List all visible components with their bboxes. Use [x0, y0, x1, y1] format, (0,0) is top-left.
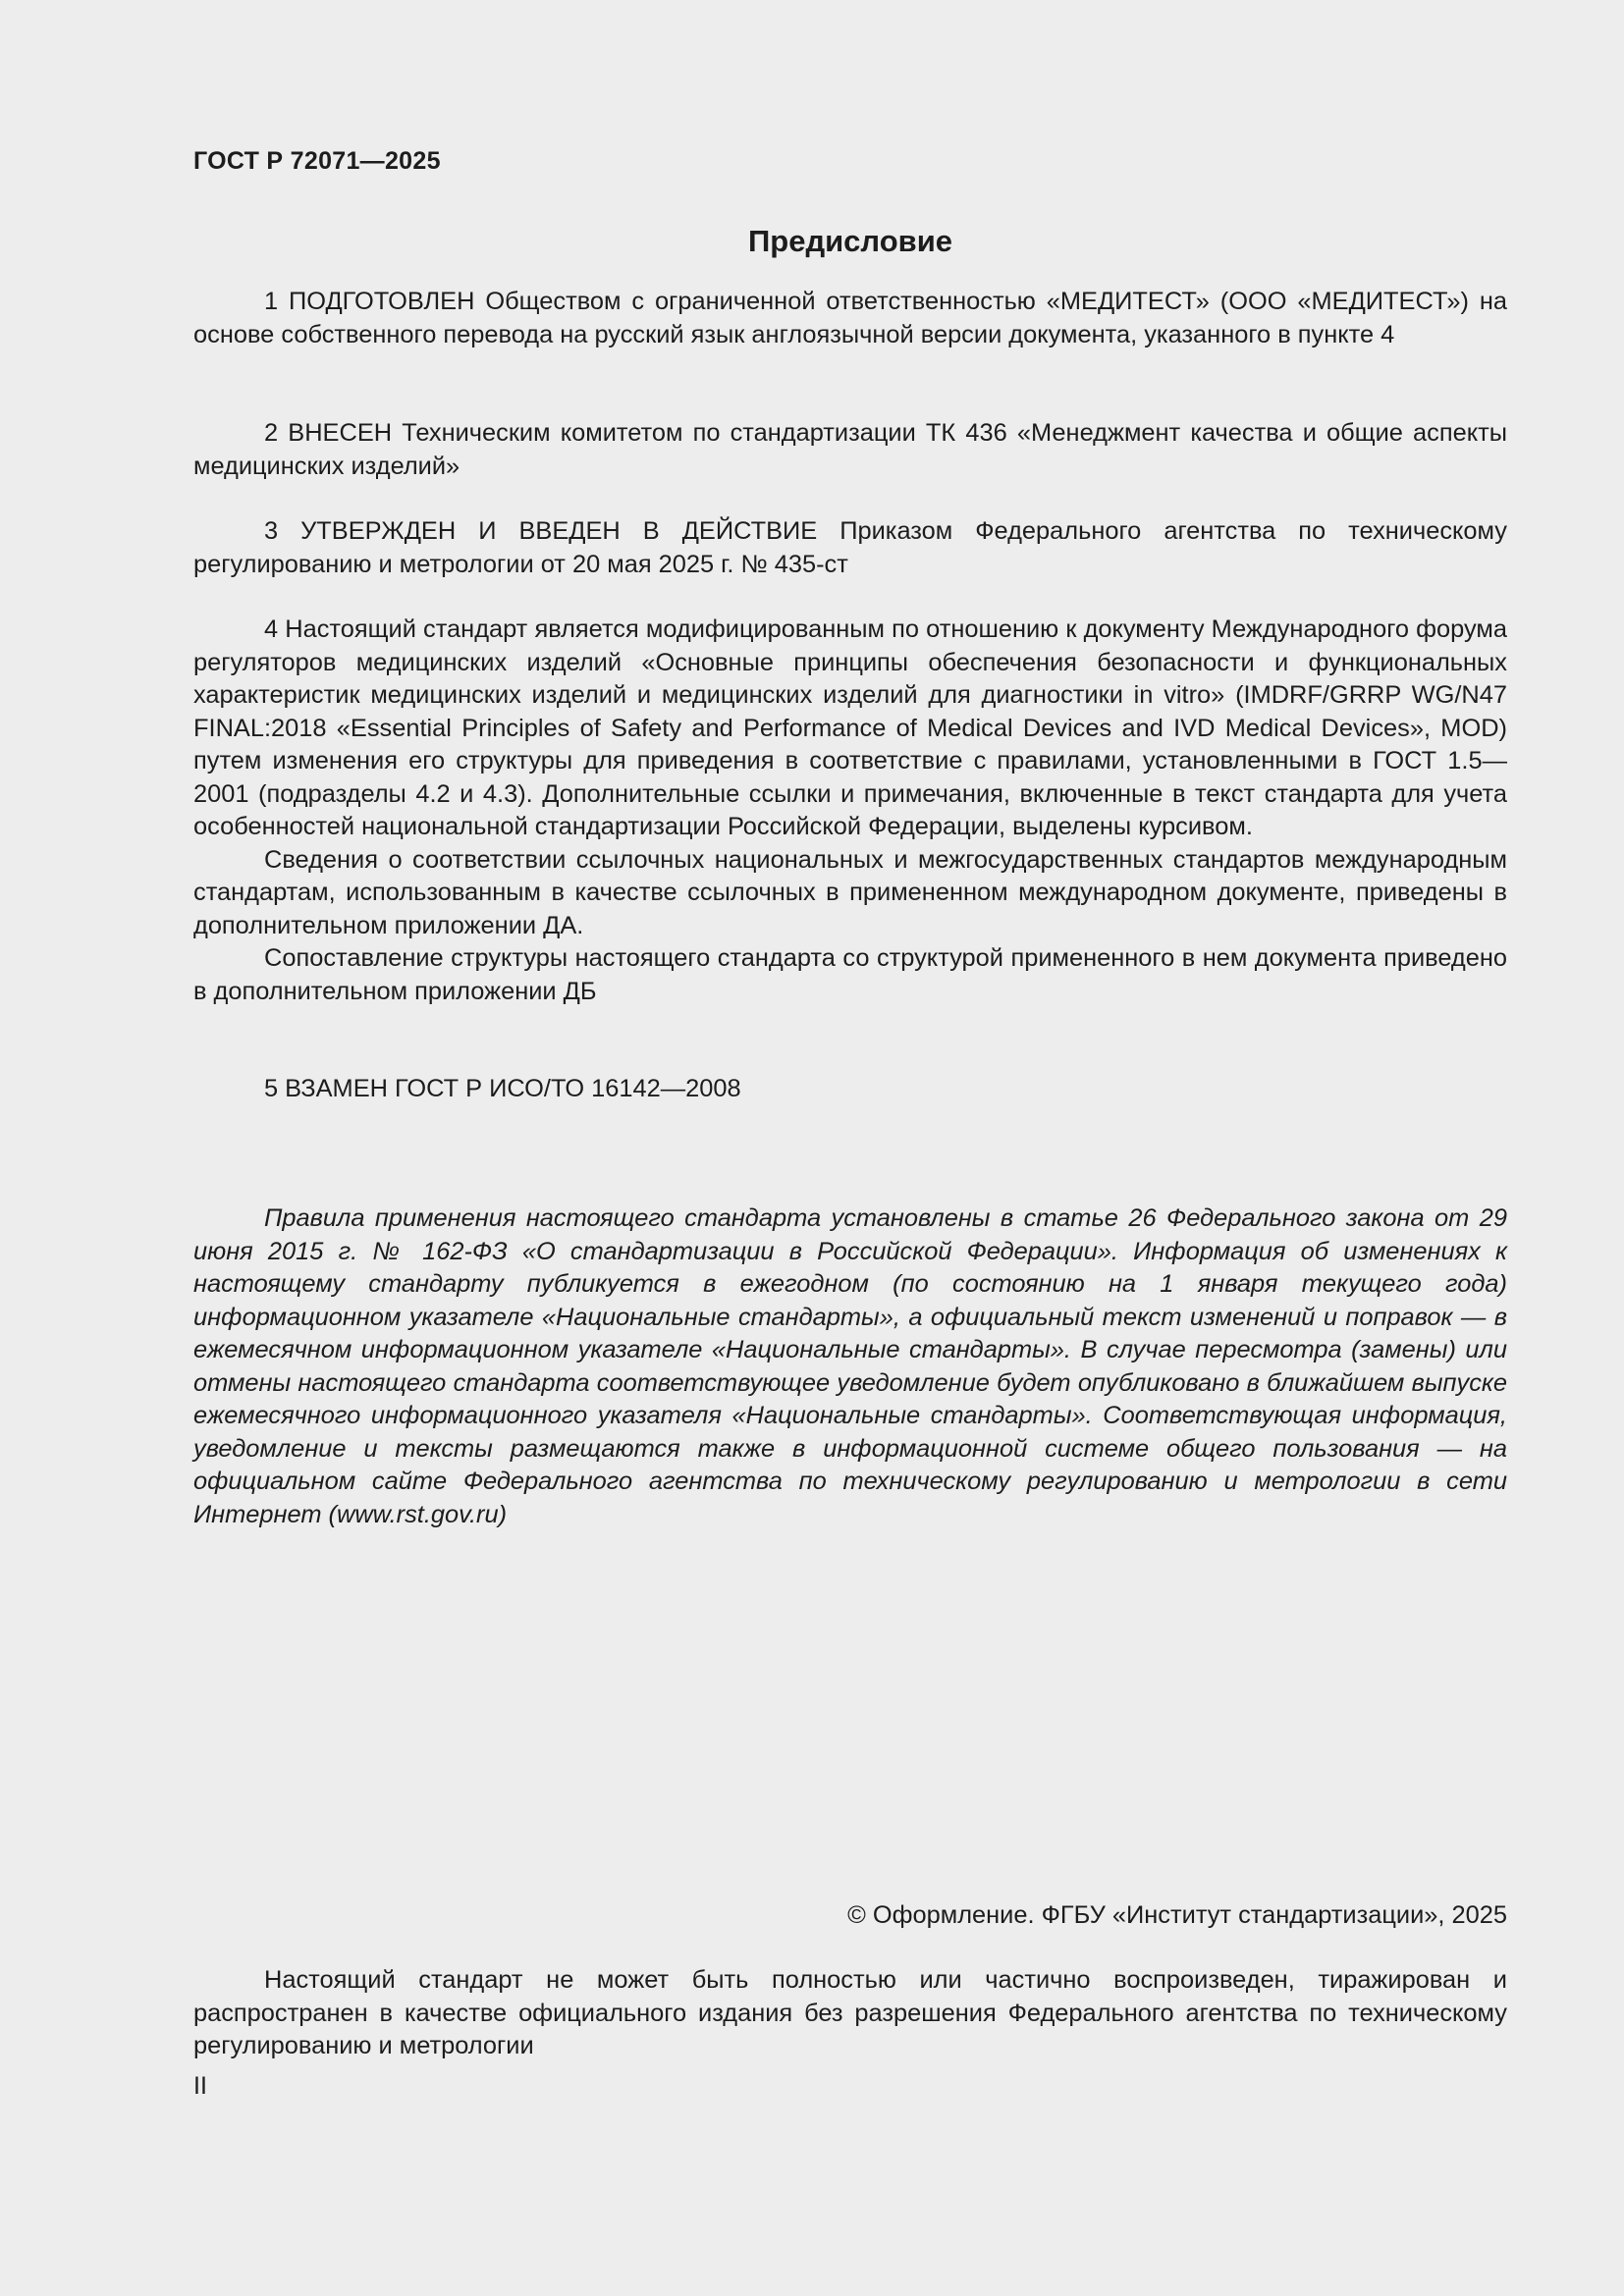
- reproduction-notice-paragraph: Настоящий стандарт не может быть полностью или частично воспроизведен, тиражирован и распространен в качестве официального издания без разрешения Федерального агентства по техническому регулированию и метрологии: [193, 1966, 1507, 2059]
- page-title: Предисловие: [747, 224, 952, 258]
- item-2-block: [193, 417, 1507, 483]
- item-5-block: [193, 1073, 1507, 1106]
- page-number: II: [193, 2072, 207, 2100]
- item-1-paragraph: 1 ПОДГОТОВЛЕН Обществом с ограниченной ответственностью «МЕДИТЕСТ» (ООО «МЕДИТЕСТ») на основе собственного перевода на русский язык англоязычной версии документа, указанного в пункте 4: [193, 288, 1507, 348]
- copyright-line: © Оформление. ФГБУ «Институт стандартизации», 2025: [847, 1901, 1507, 1929]
- application-notice-block: [193, 1202, 1507, 1531]
- item-2-paragraph: 2 ВНЕСЕН Техническим комитетом по стандартизации ТК 436 «Менеджмент качества и общие аспекты медицинских изделий»: [193, 419, 1507, 480]
- item-4-structure-paragraph: Сопоставление структуры настоящего стандарта со структурой примененного в нем документа приведено в дополнительном приложении ДБ: [193, 944, 1507, 1005]
- item-4-block: [193, 614, 1507, 1008]
- application-notice-paragraph: Правила применения настоящего стандарта установлены в статье 26 Федерального закона от 29 июня 2015 г. № 162-ФЗ «О стандартизации в Российской Федерации». Информация об изменениях к настоящему стандарту публикуется в ежегодном (по состоянию на 1 января текущего года) информационном указателе «Национальные стандарты», а официальный текст изменений и поправок — в ежемесячном информационном указателе «Национальные стандарты». В случае пересмотра (замены) или отмены настоящего стандарта соответствующее уведомление будет опубликовано в ближайшем выпуске ежемесячного информационного указателя «Национальные стандарты». Соответствующая информация, уведомление и тексты размещаются также в информационной системе общего пользования — на официальном сайте Федерального агентства по техническому регулированию и метрологии в сети Интернет (www.rst.gov.ru): [193, 1204, 1507, 1528]
- reproduction-notice-block: [193, 1964, 1507, 2063]
- item-4-references-paragraph: Сведения о соответствии ссылочных национальных и межгосударственных стандартов международным стандартам, использованным в качестве ссылочных в примененном международном документе, приведены в дополнительном приложении ДА.: [193, 845, 1507, 939]
- item-3-paragraph: 3 УТВЕРЖДЕН И ВВЕДЕН В ДЕЙСТВИЕ Приказом Федерального агентства по техническому регулированию и метрологии от 20 мая 2025 г. № 435-ст: [193, 517, 1507, 578]
- item-1-block: [193, 286, 1507, 351]
- item-5-paragraph: 5 ВЗАМЕН ГОСТ Р ИСО/ТО 16142—2008: [264, 1075, 741, 1102]
- item-4-paragraph: 4 Настоящий стандарт является модифицированным по отношению к документу Международного форума регуляторов медицинских изделий «Основные принципы обеспечения безопасности и функциональных характеристик медицинских изделий и медицинских изделий для диагностики in vitro» (IMDRF/GRRP WG/N47 FINAL:2018 «Essential Principles of Safety and Performance of Medical Devices and IVD Medical Devices», MOD) путем изменения его структуры для приведения в соответствие с правилами, установленными в ГОСТ 1.5—2001 (подразделы 4.2 и 4.3). Дополнительные ссылки и примечания, включенные в текст стандарта для учета особенностей национальной стандартизации Российской Федерации, выделены курсивом.: [193, 615, 1507, 840]
- item-3-block: [193, 515, 1507, 581]
- document-code: ГОСТ Р 72071—2025: [193, 147, 441, 175]
